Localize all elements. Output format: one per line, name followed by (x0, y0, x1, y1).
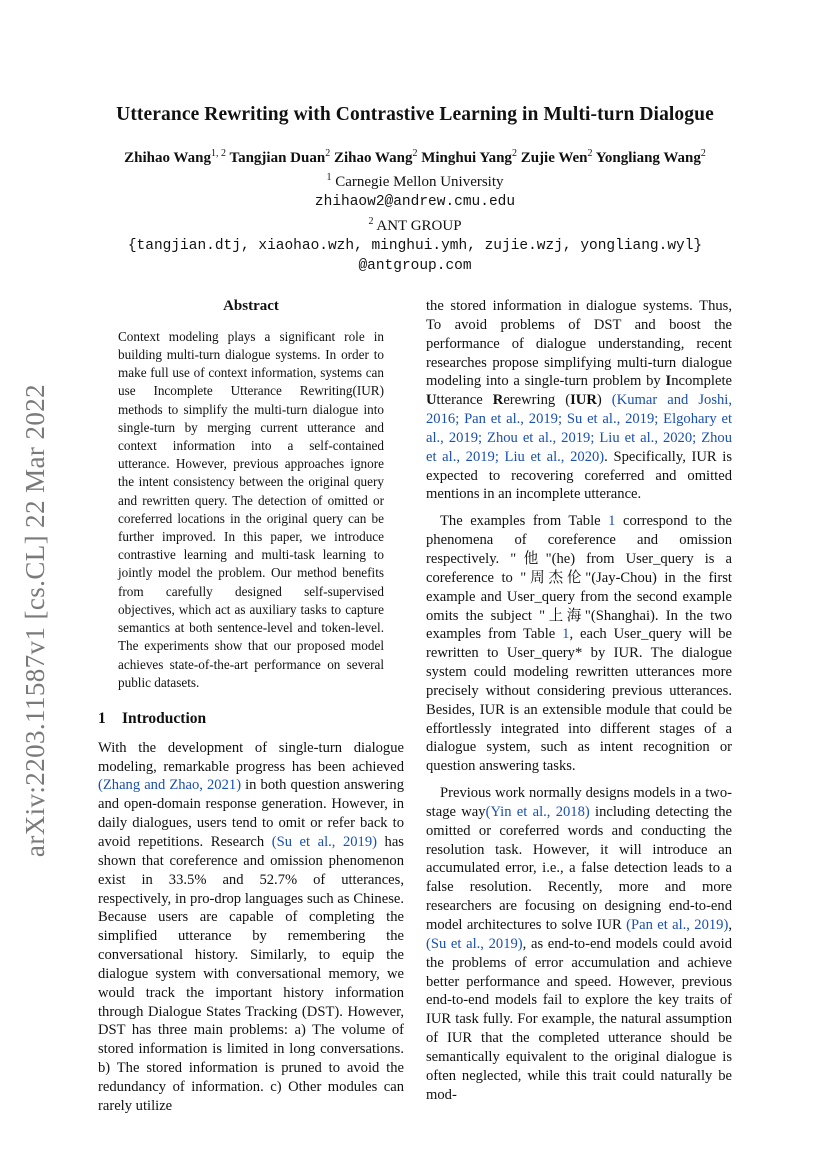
author: Yongliang Wang$^2$ (595, 148, 706, 166)
author: Zujie Wen$^2$ (520, 148, 593, 166)
citation-link[interactable]: (Kumar and Joshi, 2016; Pan et al., 2019; Su et al., 2019; Elgohary et al., 2019; Zhou et al., 2019; Liu et al., 2020; Zhou et al., 2019; Liu et al., 2020) (426, 392, 733, 465)
paper-title: Utterance Rewriting with Contrastive Learning in Multi-turn Dialogue (116, 104, 714, 125)
author: Minghui Yang$^2$ (421, 148, 517, 166)
citation-link[interactable]: (Su et al., 2019) (271, 833, 377, 850)
email-1: zhihaow2@andrew.cmu.edu (314, 194, 516, 210)
email-2-line-2: @antgroup.com (358, 258, 472, 274)
abstract-text: Context modeling plays a significant role in building multi-turn dialogue systems. In order to make full use of context information, systems can use Incomplete Utterance Rewriting(IUR) methods to simplify the multi-turn dialogue into single-turn by merging current utterance and context information into a self-contained utterance. However, previous approaches ignore the intent consistency between the original query and rewritten query. The detection of omitted or coreferred locations in the original query can be further improved. In this paper, we introduce contrastive learning and multi-task learning to jointly model the problem. Our method benefits from carefully designed self-supervised objectives, which act as auxiliary tasks to capture semantics at both sentence-level and token-level. The experiments show that our proposed model achieves state-of-the-art performance on several public datasets. (118, 328, 384, 690)
author: Tangjian Duan$^2$ (229, 148, 331, 166)
citation-link[interactable]: (Yin et al., 2018) (485, 803, 590, 820)
table-ref-link[interactable]: 1 (562, 626, 570, 643)
email-2-line-1: {tangjian.dtj, xiaohao.wzh, minghui.ymh, zujie.wzj, yongliang.wyl} (127, 238, 703, 254)
left-column (98, 297, 404, 1116)
affiliation-1: $^1$ Carnegie Mellon University (326, 172, 504, 190)
right-column (426, 297, 732, 1104)
right-paragraph-2: The examples from Table 1 correspond to the phenomena of coreference and omission respectively. "他"(he) from User_query is a coreference to "周杰伦"(Jay-Chou) in the first example and User_query from the second example omits the subject "上海"(Shanghai). In the two examples from Table 1, each User_query will be rewritten to User_query* by IUR. The dialogue system could modeling rewritten utterances more precisely without considering previous utterances. Besides, IUR is an extensible module that could be effortlessly integrated into different stages of a dialogue system, such as intent recognition or question answering tasks. (426, 513, 733, 775)
author-list (60, 144, 770, 168)
citation-link[interactable]: (Zhang and Zhao, 2021) (98, 777, 242, 794)
citation-link[interactable]: (Pan et al., 2019) (626, 917, 729, 933)
section-heading: 1 Introduction (98, 709, 207, 727)
affiliation-2: $^2$ ANT GROUP (368, 216, 462, 234)
right-paragraph-3: Previous work normally designs models in a two-stage way(Yin et al., 2018) including detecting the omitted or coreferred words and conducting the resolution task. However, it will introduce an accumulated error, i.e., a false detection leads to a false resolution. Recently, more and more researchers are focusing on designing end-to-end model architectures to solve IUR (Pan et al., 2019), (Su et al., 2019), as end-to-end models could avoid the problems of error accumulation and achieve better performance and speed. However, previous end-to-end models fail to explore the key traits of IUR task fully. For example, the natural assumption of IUR that the completed utterance should be semantically equivalent to the original dialogue is often neglected, while this trait could naturally be mod- (426, 785, 732, 1103)
abstract-heading: Abstract (223, 298, 279, 314)
intro-paragraph-1: With the development of single-turn dialogue modeling, remarkable progress has been achieved (Zhang and Zhao, 2021) in both question answering and open-domain response generation. However, in daily dialogues, users tend to omit or refer back to avoid repetitions. Research (Su et al., 2019) has shown that coreference and omission phenomenon exist in 33.5% and 52.7% of utterances, respectively, in pro-drop languages such as Chinese. Because users are capable of completing the simplified utterance by remembering the conversational history. Similarly, to equip the dialogue system with conversational memory, we would track the important history information through Dialogue States Tracking (DST). However, DST has three main problems: a) The volume of stored information is limited in long conversations. b) The stored information is pruned to avoid the redundancy of information. c) Other modules can rarely utilize (98, 739, 405, 1114)
right-paragraph-1: the stored information in dialogue systems. Thus, To avoid problems of DST and boost the performance of dialogue understanding, recent researches propose simplifying multi-turn dialogue modeling into a single-turn problem by Incomplete Utterance Rerewring (IUR) (Kumar and Joshi, 2016; Pan et al., 2019; Su et al., 2019; Elgohary et al., 2019; Zhou et al., 2019; Liu et al., 2020; Zhou et al., 2019; Liu et al., 2020). Specifically, IUR is expected to recovering coreferred and omitted mentions in an incomplete utterance. (426, 298, 733, 503)
arxiv-stamp (14, 350, 58, 890)
paper-header (60, 104, 770, 276)
table-ref-link[interactable]: 1 (608, 513, 616, 530)
author: Zhihao Wang$^{1, 2}$ (124, 148, 226, 166)
author: Zihao Wang$^2$ (333, 148, 418, 166)
citation-link[interactable]: (Su et al., 2019) (426, 935, 523, 952)
arxiv-stamp-text: arXiv:2203.11587v1 [cs.CL] 22 Mar 2022 (20, 383, 51, 857)
